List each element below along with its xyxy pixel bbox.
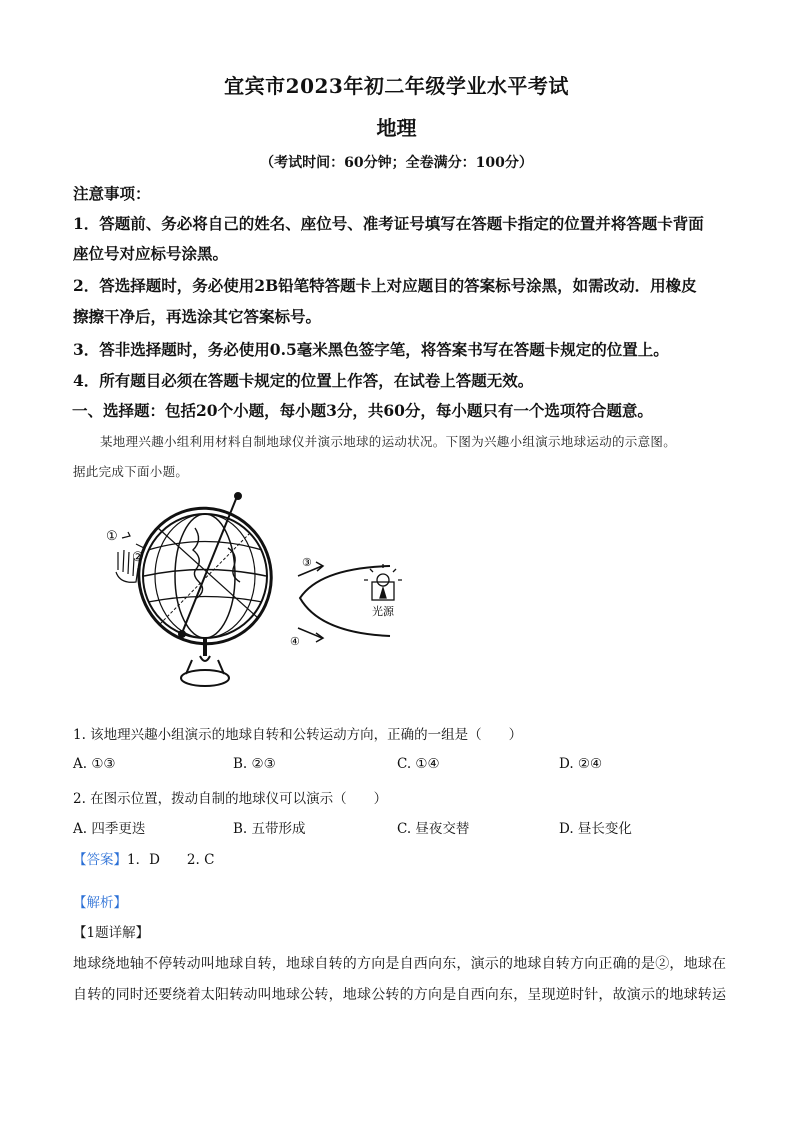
light-source-label: 光源 [372, 606, 394, 618]
label-1: ① [106, 529, 118, 544]
label-4: ④ [290, 635, 300, 648]
q2-option-b: B. 五带形成 [233, 821, 306, 837]
q1-option-a: A. ①③ [73, 756, 116, 772]
q2-option-a: A. 四季更迭 [73, 821, 146, 837]
intro-line-2: 据此完成下面小题。 [73, 464, 189, 479]
note-line-5: 3．答非选择题时，务必使用0.5毫米黑色签字笔，将答案书写在答题卡规定的位置上。 [73, 340, 669, 359]
question-1-stem: 1. 该地理兴趣小组演示的地球自转和公转运动方向，正确的一组是（ ） [73, 727, 523, 743]
note-line-4: 擦擦干净后，再选涂其它答案标号。 [73, 307, 322, 326]
answer-line [73, 848, 214, 868]
note-line-2: 座位号对应标号涂黑。 [73, 244, 229, 263]
analysis-label: 【解析】 [73, 895, 127, 911]
q1-option-c: C. ①④ [397, 756, 440, 772]
intro-line-1: 某地理兴趣小组利用材料自制地球仪并演示地球的运动状况。下图为兴趣小组演示地球运动的示意图。 [100, 434, 677, 449]
answer-label: 【答案】 [73, 852, 127, 868]
note-line-1: 1．答题前、务必将自己的姓名、座位号、准考证号填写在答题卡指定的位置并将答题卡背面 [73, 214, 704, 233]
subject-title: 地理 [376, 116, 417, 140]
analysis-sub-label: 【1题详解】 [73, 925, 150, 941]
question-2-stem: 2. 在图示位置，拨动自制的地球仪可以演示（ ） [73, 791, 388, 807]
light-source-icon [364, 564, 402, 600]
analysis-line-1: 地球绕地轴不停转动叫地球自转，地球自转的方向是自西向东，演示的地球自转方向正确的是②，地球在 [73, 956, 727, 972]
globe-icon [120, 490, 291, 686]
note-line-3: 2．答选择题时，务必使用2B铅笔特答题卡上对应题目的答案标号涂黑，如需改动．用橡皮 [73, 276, 697, 295]
exam-title: 宜宾市2023年初二年级学业水平考试 [224, 74, 569, 98]
note-line-6: 4．所有题目必须在答题卡规定的位置上作答，在试卷上答题无效。 [73, 371, 534, 390]
q2-option-c: C. 昼夜交替 [397, 821, 470, 837]
answer-text: 1．D 2. C [127, 852, 215, 868]
label-3: ③ [302, 556, 312, 569]
notes-heading: 注意事项： [73, 184, 151, 203]
label-2: ② [132, 550, 144, 565]
analysis-line-2: 自转的同时还要绕着太阳转动叫地球公转，地球公转的方向是自西向东，呈现逆时针，故演示的地球转运 [73, 987, 727, 1003]
q1-option-d: D. ②④ [559, 756, 603, 772]
earth-motion-figure [100, 488, 430, 703]
section-heading: 一、选择题：包括20个小题，每小题3分，共60分，每小题只有一个选项符合题意。 [72, 401, 653, 420]
orbit-arc [300, 566, 390, 636]
q1-option-b: B. ②③ [233, 756, 276, 772]
exam-info: （考试时间：60分钟；全卷满分：100分） [260, 155, 533, 171]
q2-option-d: D. 昼长变化 [559, 821, 632, 837]
